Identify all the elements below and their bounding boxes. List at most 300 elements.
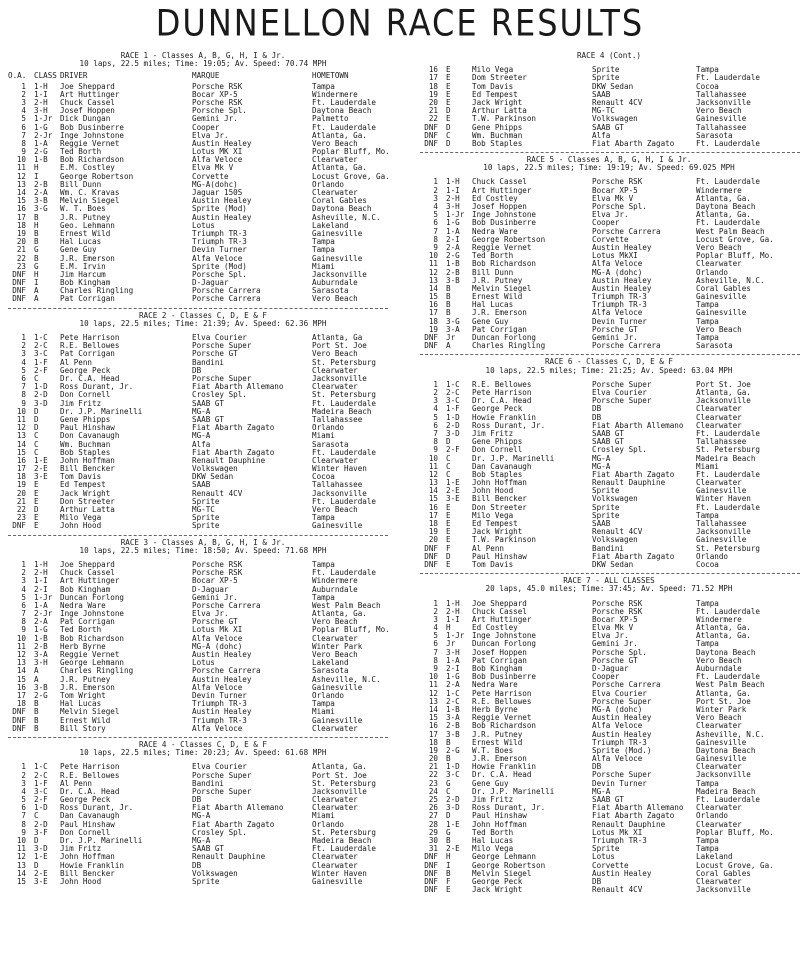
hometown: Madeira Beach xyxy=(312,407,372,416)
overall-position: 4 xyxy=(21,585,26,594)
hometown: Clearwater xyxy=(312,724,358,733)
hometown: Clearwater xyxy=(312,861,358,870)
driver-name: Nedra Ware xyxy=(472,681,518,690)
hometown: Port St. Joe xyxy=(696,380,751,389)
driver-name: Bill Bencker xyxy=(472,495,527,504)
class-position: 1-H xyxy=(34,82,48,91)
driver-name: Jack Wright xyxy=(472,886,523,895)
class-position: 2-B xyxy=(34,642,48,651)
driver-name: Ernest Wild xyxy=(60,716,111,725)
car-marque: Renault 4CV xyxy=(192,489,243,498)
driver-name: Inge Johnstone xyxy=(472,632,537,641)
table-row xyxy=(420,561,798,569)
driver-name: Bob Kingham xyxy=(60,585,111,594)
class-position: 2-D xyxy=(34,391,48,400)
driver-name: Dick Dungan xyxy=(60,115,111,124)
overall-position: 13 xyxy=(16,861,26,870)
car-marque: SAAB GT xyxy=(192,399,225,408)
class-position: A xyxy=(34,287,39,296)
hometown: Tampa xyxy=(696,640,719,649)
hometown: Tallahassee xyxy=(312,481,363,490)
overall-position: 4 xyxy=(21,358,26,367)
hometown: Miami xyxy=(312,262,335,271)
table-row xyxy=(420,455,798,463)
table-row xyxy=(8,725,398,733)
table-row xyxy=(8,238,398,246)
driver-name: Joe Sheppard xyxy=(60,82,115,91)
class-position: 1-E xyxy=(446,479,460,488)
hometown: Daytona Beach xyxy=(312,205,372,214)
table-row xyxy=(420,471,798,479)
hometown: St. Petersburg xyxy=(312,779,377,788)
car-marque: SAAB GT xyxy=(192,845,225,854)
hometown: Lakeland xyxy=(696,853,733,862)
overall-position: 16 xyxy=(428,722,438,731)
car-marque: Porsche GT xyxy=(592,325,638,334)
driver-name: Duncan Forlong xyxy=(472,640,537,649)
car-marque: D-Jaguar xyxy=(192,279,229,288)
car-marque: Triumph TR-3 xyxy=(592,738,647,747)
overall-position: 13 xyxy=(428,276,438,285)
overall-position: 2 xyxy=(21,90,26,99)
car-marque: Fiat Abarth Zagato xyxy=(192,820,275,829)
driver-name: E.M. Costley xyxy=(60,164,115,173)
overall-position: 1 xyxy=(21,763,26,772)
car-marque: Alfa xyxy=(192,440,211,449)
overall-position: 3 xyxy=(21,350,26,359)
race-heading: RACE 2 - Classes C, D, E & F xyxy=(138,310,267,320)
overall-position: 6 xyxy=(21,804,26,813)
car-marque: Porsche Carrera xyxy=(592,342,661,351)
hometown: Clearwater xyxy=(696,722,742,731)
hometown: Ft. Lauderdale xyxy=(696,470,761,479)
class-position: 3-D xyxy=(34,845,48,854)
class-position: C xyxy=(34,448,39,457)
overall-position: 20 xyxy=(428,98,438,107)
driver-name: R.E. Bellowes xyxy=(472,697,532,706)
class-position: E xyxy=(446,66,451,75)
driver-name: J.R. Putney xyxy=(472,276,523,285)
class-position: 1-H xyxy=(34,560,48,569)
overall-position: 21 xyxy=(16,246,26,255)
car-marque: Triumph TR-3 xyxy=(592,293,647,302)
hometown: Clearwater xyxy=(312,853,358,862)
overall-position: 8 xyxy=(433,235,438,244)
table-row xyxy=(8,222,398,230)
hometown: Asheville, N.C. xyxy=(696,730,765,739)
hometown: Tampa xyxy=(312,593,335,602)
hometown: Auburndale xyxy=(312,585,358,594)
overall-position: 9 xyxy=(433,665,438,674)
hometown: Sarasota xyxy=(312,287,349,296)
hometown: Ft. Lauderdale xyxy=(312,845,377,854)
driver-name: George Robertson xyxy=(472,235,546,244)
left-results-column xyxy=(8,50,398,886)
table-row xyxy=(420,124,798,132)
driver-name: Dr. J.P. Marinelli xyxy=(472,454,555,463)
table-row xyxy=(8,498,398,506)
race-divider xyxy=(8,308,388,309)
car-marque: Austin Healey xyxy=(192,651,252,660)
table-row xyxy=(420,829,798,837)
driver-name: Pete Harrison xyxy=(472,389,532,398)
overall-position: 23 xyxy=(16,262,26,271)
table-row xyxy=(420,487,798,495)
hometown: Atlanta, Ga. xyxy=(312,610,367,619)
table-row xyxy=(8,334,398,342)
driver-name: John Hoffman xyxy=(60,456,115,465)
car-marque: DB xyxy=(192,861,202,870)
overall-position: 17 xyxy=(428,511,438,520)
car-marque: Renault Dauphine xyxy=(192,853,266,862)
overall-position: DNF xyxy=(12,708,26,717)
table-row xyxy=(8,441,398,449)
table-row xyxy=(8,279,398,287)
class-position: 3-H xyxy=(34,659,48,668)
hometown: Ft. Lauderdale xyxy=(696,796,761,805)
table-row xyxy=(420,422,798,430)
class-position: 1-Jr xyxy=(34,115,53,124)
class-position: 1-G xyxy=(34,123,48,132)
car-marque: Alfa Veloce xyxy=(192,634,243,643)
table-row xyxy=(8,255,398,263)
car-marque: Elva Courier xyxy=(592,689,647,698)
hometown: Palmetto xyxy=(312,115,349,124)
hometown: St. Petersburg xyxy=(696,446,761,455)
table-row xyxy=(8,837,398,845)
car-marque: SAAB GT xyxy=(192,415,225,424)
car-marque: Gemini Jr. xyxy=(192,593,238,602)
hometown: Auburndale xyxy=(312,279,358,288)
race-info: 10 laps, 22.5 miles; Time: 21:39; Av. Speed: 62.36 MPH xyxy=(79,318,327,328)
car-marque: Bocar XP-5 xyxy=(592,186,638,195)
driver-name: Don Streeter xyxy=(60,497,115,506)
table-row xyxy=(420,326,798,334)
hometown: Miami xyxy=(312,708,335,717)
hometown: Atlanta, Ga. xyxy=(312,763,367,772)
driver-name: Bob Staples xyxy=(472,139,523,148)
table-row xyxy=(420,665,798,673)
hometown: Atlanta, Ga. xyxy=(696,632,751,641)
overall-position: 5 xyxy=(21,115,26,124)
hometown: Atlanta, Ga. xyxy=(696,211,751,220)
class-position: 2-C xyxy=(446,389,460,398)
driver-name: Art Huttinger xyxy=(472,186,532,195)
car-marque: Devin Turner xyxy=(592,317,647,326)
car-marque: SAAB GT xyxy=(592,123,625,132)
overall-position: 11 xyxy=(16,845,26,854)
class-position: 1-A xyxy=(34,139,48,148)
hometown: Jacksonville xyxy=(696,528,751,537)
class-position: E xyxy=(446,528,451,537)
driver-name: Milo Vega xyxy=(472,845,514,854)
driver-name: Ted Borth xyxy=(472,828,514,837)
driver-name: Bill Bencker xyxy=(60,869,115,878)
driver-name: Herb Byrne xyxy=(472,705,518,714)
table-row xyxy=(8,189,398,197)
overall-position: 24 xyxy=(428,787,438,796)
hometown: Ft. Lauderdale xyxy=(312,123,377,132)
class-position: E xyxy=(446,511,451,520)
hometown: Poplar Bluff, Mo. xyxy=(312,148,390,157)
hometown: Ft. Lauderdale xyxy=(696,503,761,512)
overall-position: 17 xyxy=(428,309,438,318)
car-marque: Porsche Spl. xyxy=(592,203,647,212)
car-marque: Devin Turner xyxy=(192,246,247,255)
overall-position: DNF xyxy=(424,869,438,878)
overall-position: 23 xyxy=(16,514,26,523)
car-marque: Fiat Abarth Allemano xyxy=(592,421,684,430)
hometown: Daytona Beach xyxy=(696,203,756,212)
car-marque: Sprite xyxy=(592,66,620,75)
table-row xyxy=(8,853,398,861)
table-row xyxy=(420,203,798,211)
driver-name: R.E. Bellowes xyxy=(60,771,120,780)
driver-name: Joe Sheppard xyxy=(472,599,527,608)
car-marque: Alfa Veloce xyxy=(592,260,643,269)
driver-name: Don Cornell xyxy=(60,828,111,837)
overall-position: 1 xyxy=(433,178,438,187)
driver-name: George Peck xyxy=(60,796,111,805)
table-row xyxy=(420,107,798,115)
driver-name: Paul Hinshaw xyxy=(60,820,115,829)
car-marque: Fiat Abarth Allemano xyxy=(592,804,684,813)
car-marque: DKW Sedan xyxy=(192,473,234,482)
hometown: Tampa xyxy=(312,560,335,569)
hometown: Winter Park xyxy=(696,705,747,714)
hometown: Vero Beach xyxy=(312,651,358,660)
table-row xyxy=(420,479,798,487)
table-row xyxy=(420,788,798,796)
table-row xyxy=(8,465,398,473)
driver-name: Jim Harcum xyxy=(60,270,106,279)
table-row xyxy=(420,178,798,186)
overall-position: 22 xyxy=(428,115,438,124)
driver-name: Jim Fritz xyxy=(472,796,514,805)
driver-name: Howie Franklin xyxy=(60,861,125,870)
class-position: 1-C xyxy=(446,380,460,389)
hometown: Madeira Beach xyxy=(696,454,756,463)
table-row xyxy=(420,334,798,342)
hometown: Atlanta, Ga. xyxy=(696,194,751,203)
class-position: 3-G xyxy=(446,317,460,326)
overall-position: 11 xyxy=(428,681,438,690)
table-row xyxy=(420,438,798,446)
header-hometown: HOMETOWN xyxy=(312,72,349,81)
overall-position: 3 xyxy=(21,98,26,107)
driver-name: Ed Costley xyxy=(472,194,518,203)
driver-name: Pat Corrigan xyxy=(60,295,115,304)
car-marque: Alfa Veloce xyxy=(192,254,243,263)
car-marque: Renault 4CV xyxy=(592,98,643,107)
class-position: I xyxy=(446,861,451,870)
overall-position: 1 xyxy=(433,380,438,389)
car-marque: Sprite xyxy=(592,845,620,854)
driver-name: Pat Corrigan xyxy=(60,350,115,359)
overall-position: 8 xyxy=(21,618,26,627)
driver-name: Herb Byrne xyxy=(60,642,106,651)
driver-name: Bill Story xyxy=(60,724,106,733)
driver-name: Jim Fritz xyxy=(60,399,102,408)
class-position: D xyxy=(34,861,39,870)
hometown: Asheville, N.C. xyxy=(312,675,381,684)
class-position: C xyxy=(34,812,39,821)
car-marque: MG-A (dohc) xyxy=(592,705,643,714)
hometown: Lakeland xyxy=(312,221,349,230)
overall-position: 4 xyxy=(21,787,26,796)
car-marque: MG-A xyxy=(192,432,211,441)
hometown: Clearwater xyxy=(696,820,742,829)
driver-name: Pat Corrigan xyxy=(60,618,115,627)
car-marque: Fiat Abarth Allemano xyxy=(192,804,284,813)
table-row xyxy=(420,624,798,632)
hometown: Vero Beach xyxy=(312,350,358,359)
overall-position: 21 xyxy=(16,497,26,506)
car-marque: Alfa Veloce xyxy=(592,309,643,318)
class-position: E xyxy=(446,90,451,99)
table-row xyxy=(8,602,398,610)
race-heading: RACE 7 - ALL CLASSES xyxy=(563,576,655,586)
class-position: 2-A xyxy=(34,618,48,627)
driver-name: Pat Corrigan xyxy=(472,656,527,665)
driver-name: Gene Guy xyxy=(472,317,509,326)
table-row xyxy=(8,115,398,123)
driver-name: Art Huttinger xyxy=(472,615,532,624)
driver-name: Inge Johnstone xyxy=(60,131,125,140)
overall-position: 8 xyxy=(21,820,26,829)
hometown: Cocoa xyxy=(312,473,335,482)
car-marque: Porsche Super xyxy=(192,787,252,796)
driver-name: Ross Durant, Jr. xyxy=(472,804,546,813)
table-row xyxy=(420,608,798,616)
overall-position: 4 xyxy=(21,107,26,116)
overall-position: 6 xyxy=(21,375,26,383)
overall-position: 15 xyxy=(428,495,438,504)
class-position: 1-Jr xyxy=(446,632,465,641)
overall-position: 14 xyxy=(428,705,438,714)
table-row xyxy=(420,690,798,698)
driver-name: Jack Wright xyxy=(472,528,523,537)
overall-position: 12 xyxy=(16,651,26,660)
hometown: Gainesville xyxy=(696,487,747,496)
hometown: Clearwater xyxy=(312,189,358,198)
table-row xyxy=(8,522,398,530)
class-position: B xyxy=(34,213,39,222)
overall-position: 17 xyxy=(16,213,26,222)
class-position: B xyxy=(34,700,39,709)
driver-name: Bill Bencker xyxy=(60,465,115,474)
hometown: Vero Beach xyxy=(312,506,358,514)
class-position: B xyxy=(446,284,451,293)
car-marque: DB xyxy=(592,877,602,886)
hometown: Miami xyxy=(696,462,719,471)
hometown: Orlando xyxy=(312,424,345,433)
hometown: Tampa xyxy=(696,511,719,520)
hometown: Jacksonville xyxy=(696,771,751,780)
table-row xyxy=(8,132,398,140)
overall-position: 22 xyxy=(16,254,26,263)
car-marque: Porsche RSK xyxy=(592,607,643,616)
table-row xyxy=(8,829,398,837)
car-marque: Renault Dauphine xyxy=(592,479,666,488)
driver-name: Dr. J.P. Marinelli xyxy=(60,837,143,845)
table-row xyxy=(8,230,398,238)
class-position: 2-B xyxy=(446,722,460,731)
hometown: Winter Haven xyxy=(312,869,367,878)
class-position: 2-I xyxy=(446,665,460,674)
driver-name: Howie Franklin xyxy=(472,413,537,422)
hometown: Auburndale xyxy=(696,665,742,674)
driver-name: Melvin Siegel xyxy=(472,869,532,878)
class-position: G xyxy=(446,779,451,788)
car-marque: Porsche Carrera xyxy=(592,681,661,690)
driver-name: Tom Davis xyxy=(472,82,514,91)
overall-position: 30 xyxy=(428,836,438,845)
driver-name: Bob Dusinberre xyxy=(472,673,537,682)
driver-name: Reggie Vernet xyxy=(472,243,532,252)
hometown: Clearwater xyxy=(696,260,742,269)
hometown: Atlanta, Ga. xyxy=(312,164,367,173)
hometown: Poplar Bluff, Mo. xyxy=(696,828,774,837)
hometown: Orlando xyxy=(696,268,729,277)
car-marque: Elva Jr. xyxy=(192,131,229,140)
table-row xyxy=(8,408,398,416)
class-position: C xyxy=(446,462,451,471)
overall-position: 8 xyxy=(21,391,26,400)
overall-position: 15 xyxy=(16,448,26,457)
class-position: 2-B xyxy=(34,180,48,189)
hometown: Daytona Beach xyxy=(312,107,372,116)
hometown: Clearwater xyxy=(696,479,742,488)
table-row xyxy=(420,318,798,326)
car-marque: Lotus xyxy=(592,853,615,862)
table-row xyxy=(420,632,798,640)
driver-name: Bob Richardson xyxy=(472,722,537,731)
driver-name: Don Cavanaugh xyxy=(60,432,120,441)
overall-position: 23 xyxy=(428,779,438,788)
hometown: Clearwater xyxy=(312,796,358,805)
class-position: D xyxy=(446,812,451,821)
driver-name: Josef Hoppen xyxy=(472,648,527,657)
table-row xyxy=(420,722,798,730)
table-row xyxy=(8,449,398,457)
table-row xyxy=(8,708,398,716)
class-position: E xyxy=(34,481,39,490)
car-marque: Jaguar 150S xyxy=(192,189,243,198)
driver-name: J.R. Emerson xyxy=(472,309,527,318)
table-row xyxy=(420,878,798,886)
race-divider xyxy=(8,737,388,738)
overall-position: 3 xyxy=(21,577,26,586)
hometown: Tampa xyxy=(696,845,719,854)
hometown: West Palm Beach xyxy=(696,227,765,236)
driver-name: John Hood xyxy=(472,487,514,496)
driver-name: Gene Phipps xyxy=(472,438,523,447)
overall-position: DNF xyxy=(424,123,438,132)
car-marque: SAAB xyxy=(592,90,611,99)
hometown: St. Petersburg xyxy=(312,828,377,837)
driver-name: Dr. C.A. Head xyxy=(60,375,120,383)
class-position: 3-C xyxy=(34,350,48,359)
overall-position: 12 xyxy=(428,470,438,479)
driver-name: Josef Hoppen xyxy=(60,107,115,116)
overall-position: 2 xyxy=(433,607,438,616)
driver-name: Chuck Cassel xyxy=(472,607,527,616)
hometown: Vero Beach xyxy=(696,656,742,665)
driver-name: J.R. Emerson xyxy=(60,254,115,263)
table-row xyxy=(8,812,398,820)
class-position: 3-F xyxy=(34,828,48,837)
